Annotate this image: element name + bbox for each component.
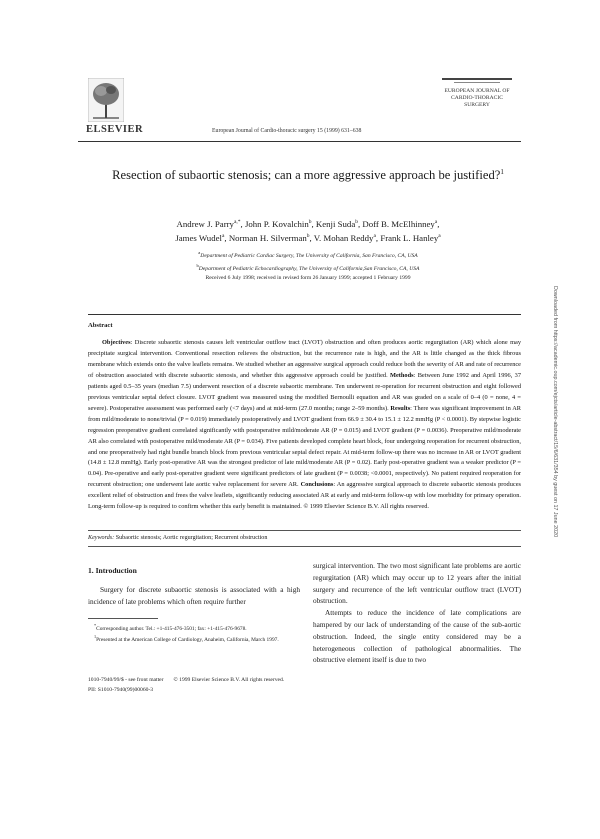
title-footnote-mark: 1 [500, 168, 504, 176]
body-column-right [313, 560, 521, 666]
article-title: Resection of subaortic stenosis; can a more aggressive approach be justified?$^1$ [112, 168, 504, 183]
imprint [88, 676, 388, 695]
abstract-body [88, 338, 521, 513]
keywords-rule-bottom [88, 546, 521, 547]
abstract-rule [88, 314, 521, 315]
results-label: Results [390, 404, 411, 412]
methods-label: Methods [389, 371, 414, 379]
header-rule [78, 141, 521, 142]
affiliation-b: $^b$Department of Pediatric Echocardiography, The University of California,San Francisco, CA, USA [196, 262, 420, 272]
journal-logo [438, 78, 516, 109]
journal-logo-line: SURGERY [464, 102, 490, 108]
author-line-1: Andrew J. Parry$^{a,*}$, John P. Kovalchin$^b$, Kenji Suda$^b$, Doff B. McElhinney$^a$, [176, 218, 440, 229]
affiliations [88, 248, 528, 274]
section-heading: 1. Introduction [88, 566, 137, 575]
journal-logo-line: CARDIO-THORACIC [451, 95, 503, 101]
affiliation-a: $^a$Department of Pediatric Cardiac Surgery, The University of California, San Francisco, CA, USA [198, 250, 418, 259]
received-dates: Received 6 July 1998; received in revised form 26 January 1999; accepted 1 February 1999 [205, 275, 411, 281]
author-line-2: James Wudel$^a$, Norman H. Silverman$^b$, V. Mohan Reddy$^a$, Frank L. Hanley$^a$ [175, 233, 441, 244]
footnote-rule [88, 618, 158, 619]
body-paragraph: Attempts to reduce the incidence of late complications are hampered by our lack of understanding of the cause of the sub-aortic obstruction. Indeed, the single entity considered may be a heterogeneous collection of pathological abnormalities. The obstructive element itself is due to two [313, 608, 521, 665]
body-paragraph: Surgery for discrete subaortic stenosis is associated with a high incidence of late problems which often require further [88, 585, 300, 606]
footnote-presented: $^1$Presented at the American College of Cardiology, Anaheim, California, March 1997. [94, 634, 279, 643]
footnote-corresponding: *Corresponding author. Tel.: +1-415-476-3501; fax: +1-415-476-9678. [94, 623, 247, 632]
body-paragraph: surgical intervention. The two most significant late problems are aortic regurgitation (AR) which may occur up to 12 years after the initial surgery and recurrence of the left ventricular outflow tract (LVOT) obstruction. [313, 561, 521, 606]
objectives-label: Objectives [102, 339, 131, 346]
keywords: Keywords: Subaortic stenosis; Aortic regurgitation; Recurrent obstruction [88, 535, 268, 541]
journal-reference: European Journal of Cardio-thoracic surgery 15 (1999) 631–638 [212, 128, 362, 134]
conclusions-label: Conclusions [300, 481, 334, 489]
abstract-paragraph: Objectives: Discrete subaortic stenosis causes left ventricular outflow tract (LVOT) obstruction and often produces aortic regurgitation (AR) which alone may precipitate surgical intervention. Conventional resection relieves the obstruction, but the recurrence rate is high, and the AR is little changed as the thick fibrous membrane which extends onto the valve leaflets remains. We studied whether an aggressive surgical approach could reduce both the severity of AR and rate of recurrence of obstruction associated with discrete subaortic stenosis, and whether this aggressive approach could be justified. Methods: Between June 1992 and April 1996, 37 patients aged 0.5–35 years (median 7.5) underwent resection of a discrete subaortic membrane. Ten underwent re-operation for recurrent obstruction and eight followed previous ventricular septal defect closure. LVOT gradient was measured using the modified Bernoulli equation and AR was graded on a scale of 0–4 (0 = none, 4 = severe). Postoperative assessment was performed early (<7 days) and at mid-term (27.0 months; range 2–59 months). Results: There was significant improvement in AR from mild/moderate to none/trivial (P = 0.019) immediately postoperatively and LVOT gradient from 66.9 ± 30.4 to 15.1 ± 12.2 mmHg (P < 0.0001). By stepwise logistic regression preoperative gradient correlated significantly with postoperative mild/moderate AR (P = 0.015) and LVOT gradient (P = 0.0036). Preoperative mild/moderate AR also correlated with postoperative mild/moderate AR (P = 0.034). Five patients developed complete heart block, four undergoing reoperation for recurrent obstruction, and one preoperatively had right bundle branch block from previous ventricular septal defect repair. At mid-term follow-up there was no increase in AR or LVOT gradient (14.8 ± 12.8 mmHg). Early post-operative AR was the strongest predictor of late mild/moderate AR (P = 0.02). Early post-operative gradient was a weaker predictor (P = 0.04). Pre-operative and early post-operative gradient were significant predictors of late gradient (P = 0.0038; <0.0001, respectively). No patient required reoperation for recurrent obstruction; one underwent late aortic valve replacement for severe AR. Conclusions: An aggressive surgical approach to discrete subaortic stenosis produces excellent relief of obstruction and frees the valve leaflets, significantly reducing associated AR at early and mid-term follow-up with low morbidity for primary operation. Long-term follow-up is required to confirm whether this early benefit is maintained. © 1999 Elsevier Science B.V. All rights reserved. [88, 339, 522, 511]
copyright: © 1999 Elsevier Science B.V. All rights reserved. [173, 677, 285, 683]
publisher-name: ELSEVIER [86, 124, 144, 135]
download-note-text: Downloaded from https://academic.oup.com/ejcts/article-abstract/15/6/631/354 by guest on 17 June 2020 [552, 286, 558, 538]
keywords-label: Keywords: [88, 535, 115, 541]
elsevier-tree-icon [88, 78, 124, 122]
keywords-rule-top [88, 530, 521, 531]
footnotes [88, 622, 300, 644]
abstract-heading: Abstract [88, 322, 113, 329]
publisher-logo [88, 78, 124, 122]
journal-logo-line: EUROPEAN JOURNAL OF [444, 88, 510, 94]
download-watermark [552, 286, 568, 616]
pii: PII: S1010-7940(99)00060-3 [88, 686, 154, 693]
body-column-left [88, 584, 300, 608]
issn: 1010-7940/99/$ - see front matter [88, 677, 164, 683]
author-list [88, 216, 528, 245]
